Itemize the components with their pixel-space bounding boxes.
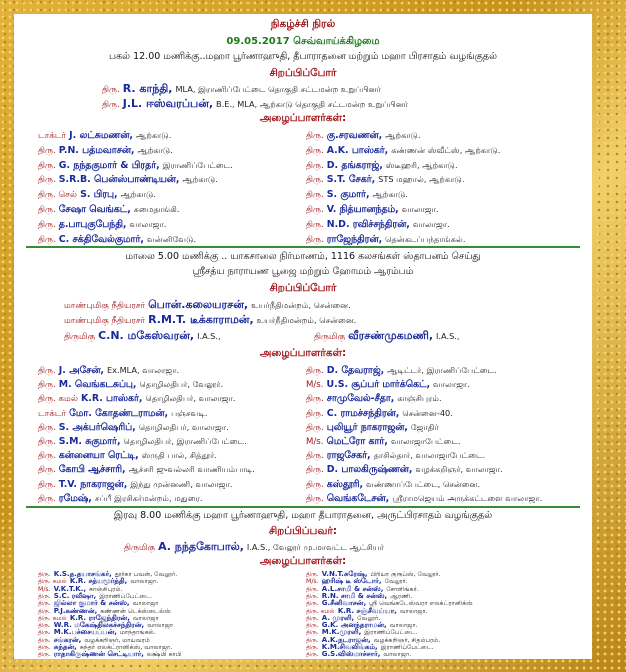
organizer-suffix: ஆற்காடு.: [372, 189, 408, 200]
organizer-name: ராதாகிருஷ்ணன் செட்டியார்,: [53, 650, 144, 659]
organizer-row: [38, 187, 156, 201]
organizer-row: [306, 651, 411, 658]
organizer-suffix: தொழிலதிபர், வேலூர்.: [139, 379, 224, 390]
organizer-prefix: திரு.: [306, 175, 324, 186]
session1-chief-heading: சிறப்பிப்போர்: [269, 67, 337, 79]
chief-prefix: மாண்புமிகு நீதியரசர்: [64, 301, 146, 311]
organizer-suffix: வாலாஜா.: [383, 651, 412, 659]
chief-name: A. நந்தகோபால்,: [158, 540, 244, 553]
organizer-row: [306, 434, 460, 448]
organizer-prefix: திரு.: [38, 219, 56, 230]
organizer-name: ஹரிஷ் டீ ஸ்டோர்,: [321, 577, 382, 586]
session2-line2: ஸ்ரீசத்ய நாராயண பூஜை மற்றும் ஹோமம் ஆரம்பம்: [192, 266, 414, 277]
organizer-prefix: திரு.: [306, 160, 324, 171]
chief-suffix: I.A.S., வேலூர் மு.மாவட்ட ஆட்சியர்: [246, 542, 385, 552]
organizer-suffix: காஞ்சிபுரம்.: [397, 393, 442, 404]
organizer-prefix: திரு.: [306, 600, 319, 608]
session2-chief-heading: சிறப்பிப்போர்: [269, 282, 337, 294]
organizer-name: V. நித்யானந்தம்,: [326, 204, 399, 215]
organizer-prefix: திரு.: [306, 585, 319, 593]
session1-chief-row: [102, 97, 408, 111]
organizer-name: வெங்கடேசன்,: [326, 492, 390, 504]
session3-organizer-heading: அழைப்பாளர்கள்:: [259, 555, 347, 567]
organizer-row: [306, 128, 421, 142]
organizer-row: [38, 158, 233, 172]
chief-suffix: B.E., MLA, ஆற்காடு தொகுதி சட்டமன்ற உறுப்பினர்: [216, 99, 409, 109]
organizer-name: P.J.கண்ணன்,: [53, 606, 98, 615]
organizer-name: U.S. சூப்பர் மார்க்கெட்,: [326, 379, 431, 391]
organizer-prefix: திரு. கமல்: [306, 607, 335, 615]
organizer-row: [38, 377, 223, 391]
organizer-prefix: திரு.: [38, 622, 51, 630]
organizer-prefix: திரு.: [38, 651, 51, 659]
organizer-name: G.K. அனந்தராமன்,: [321, 621, 387, 630]
organizer-suffix: தென்கடப்பந்தாங்கல்.: [385, 233, 466, 244]
organizer-name: G.S.விஸ்மாச்சார்,: [321, 650, 381, 659]
organizer-row: [38, 406, 207, 420]
organizer-prefix: திரு.: [306, 629, 319, 637]
organizer-row: [306, 232, 465, 246]
organizer-row: [306, 420, 439, 434]
organizer-suffix: பஞ்சவடி.: [171, 407, 208, 418]
organizer-prefix: திரு.: [306, 234, 324, 245]
organizer-row: [306, 477, 480, 491]
organizer-name: சாமுவேல்-சீதா,: [326, 393, 395, 405]
organizer-row: [306, 391, 442, 405]
organizer-name: A. முரளி,: [321, 613, 355, 622]
organizer-name: K.R. ராஜேந்திரன்,: [69, 613, 130, 622]
organizer-suffix: வேலூர்.: [384, 578, 408, 586]
chief-name: J.L. ஈஸ்வரப்பன்,: [122, 97, 214, 110]
session2-chief-row: [314, 329, 460, 343]
event-date: 09.05.2017 செவ்வாய்க்கிழமை: [226, 36, 380, 47]
organizer-prefix: திரு.: [38, 160, 56, 171]
section-divider: [26, 246, 580, 248]
organizer-suffix: ஸ்ருதி பால், சித்தூர்.: [141, 450, 217, 461]
organizer-name: K.S.த.தயாசங்கர்,: [53, 570, 112, 578]
organizer-name: K.M.சிவலிங்கம்,: [321, 643, 378, 651]
organizer-suffix: வழக்கறிஞர், மாயவரம்: [84, 636, 150, 644]
organizer-suffix: சுந்தர் எலக்ட்ரானிக்ஸ், வாலாஜா.: [79, 644, 173, 651]
organizer-prefix: திரு.: [306, 592, 319, 600]
organizer-name: த.பாபுகுபேந்தி,: [58, 218, 127, 230]
organizer-prefix: திரு.: [306, 614, 319, 622]
organizer-prefix: திரு.: [306, 479, 324, 490]
organizer-suffix: ஸ்டீஹரி, ஆற்காடு.: [385, 159, 458, 170]
organizer-name: W.R. மகேஷ்திலகச்சந்திரன்,: [53, 621, 145, 630]
organizer-prefix: திரு.: [38, 636, 51, 644]
organizer-prefix: திரு.: [38, 607, 51, 615]
organizer-suffix: ஆடிட்டர், இராணிப்பேட்டை.: [387, 365, 497, 375]
organizer-prefix: M/s.: [38, 585, 51, 593]
organizer-name: V.N.T.சுரேஷ்,: [321, 570, 368, 578]
organizer-name: ராஜசேகர்,: [326, 450, 371, 462]
organizer-name: J. லட்சுமணன்,: [69, 130, 133, 141]
organizer-name: M.K.முரளி,: [321, 628, 362, 637]
organizer-row: [306, 187, 408, 201]
chief-name: R. காந்தி,: [122, 82, 173, 95]
organizer-prefix: திரு.: [38, 422, 56, 433]
session2-chief-row: [64, 329, 221, 343]
organizer-suffix: காஞ்சிபுரம்.: [89, 585, 123, 593]
organizer-prefix: திரு. செல்: [38, 190, 78, 201]
organizer-prefix: திரு.: [306, 394, 324, 405]
organizer-name: S.C. ரவீஷா,: [53, 591, 97, 600]
organizer-row: [38, 491, 202, 505]
session1-line: பகல் 12.00 மணிக்கு..மஹா பூர்ணாஹுதி, தீபாராதனை மற்றும் மஹா பிரசாதம் வழங்குதல்: [109, 51, 497, 62]
chief-name: R.M.T. டீக்காராமன்,: [148, 313, 254, 326]
organizer-suffix: ஆரணி.: [390, 592, 413, 600]
organizer-name: K.R. சஞ்சீவய்யா,: [337, 606, 397, 615]
organizer-prefix: திரு.: [38, 479, 56, 490]
organizer-suffix: மாந்தாங்கல்.: [119, 629, 156, 637]
organizer-suffix: வாலாஜா.: [130, 578, 159, 586]
organizer-suffix: ஸ்ரீராமஜெயம் அருக்கட்டளை வாலாஜா.: [392, 492, 543, 503]
organizer-prefix: திரு.: [38, 234, 56, 245]
organizer-suffix: வாலாஜா.: [401, 204, 439, 214]
organizer-prefix: திரு.: [306, 493, 324, 504]
chief-name: வீரசண்முகமணி,: [348, 329, 434, 342]
organizer-row: [306, 217, 450, 231]
organizer-suffix: தொழிலதிபர், இராணிப்பேட்டை.: [123, 436, 247, 446]
organizer-prefix: M/s.: [306, 578, 319, 586]
organizer-suffix: சென்னை-40.: [402, 407, 453, 418]
organizer-suffix: ஆற்காடு.: [182, 174, 218, 185]
organizer-row: [38, 202, 180, 216]
organizer-name: சங்கரன்,: [53, 635, 82, 644]
organizer-suffix: தூர்கா பவன், வேலூர்.: [114, 571, 178, 578]
organizer-row: [38, 477, 232, 491]
organizer-prefix: திரு.: [38, 145, 56, 156]
organizer-suffix: சுமைதாங்கி.: [133, 204, 180, 214]
organizer-name: கஸ்தூரி,: [326, 478, 364, 490]
organizer-name: C. ராமச்சந்திரன்,: [326, 407, 400, 419]
invitation-sheet: [14, 14, 592, 659]
organizer-prefix: திரு.: [306, 190, 324, 201]
organizer-name: S.M. சுகுமார்,: [58, 436, 121, 447]
organizer-suffix: இராணிப்பேட்டை.: [162, 159, 233, 170]
organizer-suffix: கண்ணன் டெக்ஸ்டைல்ஸ்: [100, 607, 171, 615]
organizer-row: [306, 158, 458, 172]
organizer-prefix: திரு.: [38, 437, 56, 447]
organizer-suffix: ஸ்ரீ வெங்கடேஸ்வரா எலக்ட்ரானிக்ஸ்: [369, 600, 473, 608]
organizer-name: K.R. பாஸ்கர்,: [81, 393, 143, 405]
organizer-name: S. அக்பர்ஷெரிப்,: [58, 421, 136, 433]
organizer-row: [306, 377, 470, 391]
chief-suffix: MLA, இராணிப்பேட்டை தொகுதி சட்டமன்ற உறுப்பினர்: [175, 84, 381, 94]
organizer-row: [38, 128, 171, 142]
organizer-suffix: வாலாஜா.: [129, 218, 167, 229]
chief-prefix: திருமிகு: [124, 543, 156, 553]
chief-prefix: திரு.: [102, 85, 120, 95]
chief-suffix: உயர்நீதிமன்றம், சென்னை.: [251, 300, 351, 310]
organizer-suffix: இராணிப்பேட்டை.: [380, 644, 434, 651]
organizer-name: A.L.சாமி & சன்ஸ்,: [321, 584, 384, 593]
organizer-name: M. வெங்கடசுப்பு,: [58, 379, 137, 391]
chief-prefix: மாண்புமிகு நீதியரசர்: [64, 316, 146, 326]
organizer-row: [38, 462, 255, 476]
organizer-prefix: திரு.: [38, 380, 56, 391]
organizer-suffix: வாலாஜாபேட்டை.: [390, 436, 461, 446]
organizer-name: D. தங்கராஜ்,: [326, 159, 383, 171]
organizer-prefix: திரு. கமல்: [38, 394, 79, 405]
organizer-prefix: திரு.: [38, 493, 56, 504]
organizer-prefix: திரு.: [306, 622, 319, 630]
organizer-suffix: ஆற்காடு.: [385, 130, 421, 140]
organizer-prefix: திரு.: [306, 422, 324, 433]
chief-suffix: I.A.S.,: [197, 331, 221, 341]
organizer-suffix: கண்ணன் ஸ்வீட்ஸ், ஆற்காடு.: [391, 144, 501, 155]
organizer-prefix: திரு.: [38, 571, 51, 578]
organizer-row: [38, 434, 247, 448]
organizer-suffix: லக்ஷ்மி காபி: [146, 651, 182, 659]
organizer-row: [306, 448, 485, 462]
organizer-suffix: வாலாஜா: [132, 600, 159, 608]
organizer-suffix: வாலாஜா.: [389, 622, 418, 630]
organizer-suffix: இராணிப்பேட்டை.: [99, 592, 153, 600]
organizer-prefix: திரு.: [306, 636, 319, 644]
organizer-prefix: திரு.: [306, 219, 324, 230]
organizer-name: M.K.பச்சையப்பன்,: [53, 628, 117, 637]
organizer-suffix: வண்ணாப்பேட்டை, சென்னை.: [366, 478, 481, 489]
session1-chief-row: [102, 82, 381, 96]
organizer-prefix: திரு.: [38, 175, 56, 186]
organizer-name: S.T. சேகர்,: [326, 174, 376, 186]
organizer-suffix: இராணிப்பேட்டை.: [364, 629, 418, 637]
organizer-suffix: வழக்கறிஞர், சிதம்பரம்.: [373, 636, 441, 644]
organizer-row: [306, 491, 542, 505]
chief-suffix: உயர்நீதிமன்றம், சென்னை.: [256, 315, 357, 325]
organizer-name: ராஜேந்திரன்,: [326, 233, 383, 245]
organizer-prefix: திரு.: [306, 451, 324, 462]
organizer-row: [38, 217, 166, 231]
organizer-row: [306, 143, 500, 157]
organizer-prefix: திரு.: [306, 465, 324, 476]
organizer-name: கன்னையா ரெட்டி,: [58, 450, 139, 462]
chief-prefix: திரு.: [102, 100, 120, 110]
organizer-suffix: தொழிலதிபர், வாலாஜா.: [145, 393, 236, 404]
organizer-name: S. குமார்,: [326, 189, 370, 201]
organizer-suffix: வன்னிவேடு.: [146, 233, 197, 244]
organizer-prefix: திரு.: [306, 131, 324, 141]
organizer-prefix: திரு.: [38, 451, 56, 462]
organizer-prefix: திரு.: [38, 205, 56, 215]
organizer-name: J. அசேன்,: [58, 365, 104, 376]
organizer-name: மெட்ரோ கார்,: [326, 436, 388, 447]
organizer-row: [306, 172, 464, 186]
organizer-row: [306, 202, 439, 216]
organizer-name: K.R. சத்யமூர்த்தி,: [69, 577, 128, 586]
organizer-suffix: வழக்கறிஞர், வாலாஜா.: [415, 464, 503, 475]
organizer-name: S.R.B. பென்ஸ்பாண்டியன்,: [58, 174, 180, 186]
organizer-row: [38, 143, 173, 157]
organizer-prefix: திரு.: [38, 465, 56, 476]
organizer-suffix: வாலாஜா.: [399, 607, 428, 615]
organizer-prefix: திரு.: [38, 644, 51, 651]
organizer-suffix: வேலூர்.: [357, 614, 381, 622]
organizer-row: [306, 406, 453, 420]
organizer-name: S. பிரபு,: [80, 189, 118, 201]
organizer-suffix: வாலாஜா: [132, 614, 159, 622]
organizer-row: [38, 232, 196, 246]
organizer-prefix: திரு.: [306, 644, 319, 651]
organizer-suffix: ஆற்காடு.: [135, 130, 172, 140]
organizer-suffix: சோளிங்கர்.: [386, 585, 419, 593]
chief-suffix: I.A.S.,: [436, 331, 460, 341]
organizer-suffix: சப்பீ இரசிகர்மன்றம், மதுரை.: [94, 492, 203, 503]
organizer-name: N.D. ரவிச்சந்திரன்,: [326, 218, 410, 230]
session3-chief-row: [124, 540, 384, 554]
organizer-name: A.K. பாஸ்கர்,: [326, 144, 389, 156]
organizer-row: [306, 462, 503, 476]
organizer-row: [306, 363, 497, 377]
organizer-name: P.N. பத்மவாசன்,: [58, 144, 135, 156]
organizer-prefix: திரு. கமல்: [38, 578, 67, 586]
organizer-prefix: திரு.: [306, 366, 324, 376]
organizer-prefix: திரு.: [306, 651, 319, 659]
organizer-prefix: திரு.: [306, 571, 319, 578]
organizer-prefix: திரு.: [306, 145, 324, 156]
organizer-prefix: டாக்டர்: [38, 408, 67, 419]
organizer-prefix: திரு.: [38, 629, 51, 637]
organizer-suffix: ஆற்காடு.: [120, 189, 156, 200]
organizer-name: G.சீனிவாசன்,: [321, 599, 367, 608]
page-title: நிகழ்ச்சி நிரல்: [270, 18, 336, 30]
organizer-name: T.V. நாகராஜன்,: [58, 478, 128, 490]
chief-name: C.N. மகேஸ்வரன்,: [98, 329, 195, 342]
organizer-suffix: பிரியா குரூப்ஸ், வேலூர்.: [370, 571, 441, 578]
organizer-suffix: தாசில்தார், வாலாஜாபேட்டை.: [373, 450, 486, 461]
organizer-row: [38, 651, 182, 658]
organizer-suffix: வாலாஜா.: [412, 218, 450, 229]
organizer-prefix: M/s.: [306, 380, 324, 391]
organizer-prefix: திரு.: [306, 408, 324, 419]
organizer-prefix: M/s.: [306, 437, 324, 447]
organizer-suffix: வாலாஜா: [147, 622, 174, 630]
organizer-name: புலியூர் நாகராஜன்,: [326, 421, 408, 433]
organizer-prefix: திரு. கமல்: [38, 614, 67, 622]
session2-organizer-heading: அழைப்பாளர்கள்:: [259, 347, 347, 359]
organizer-name: R.N. சாமி & சன்ஸ்,: [321, 591, 388, 600]
organizer-suffix: ஆச்சரி ஜுவல்லரி வாணியம்பாடி.: [128, 464, 255, 475]
organizer-name: V.K.T.K.,: [53, 584, 86, 593]
session1-organizer-heading: அழைப்பாளர்கள்:: [259, 112, 347, 124]
section-divider: [26, 506, 580, 508]
session2-chief-row: [64, 313, 356, 327]
organizer-name: D. தேவராஜ்,: [326, 365, 385, 376]
organizer-name: G. நந்தகுமார் & பிரதர்,: [58, 159, 160, 171]
organizer-prefix: திரு.: [306, 205, 324, 215]
organizer-name: சேஷா வெங்கட்,: [58, 204, 131, 215]
chief-prefix: திருமிகு: [314, 332, 346, 342]
organizer-name: D. பாலகிருஷ்ணன்,: [326, 464, 413, 476]
organizer-name: C. சக்திவேல்குமார்,: [58, 233, 144, 245]
organizer-name: ரமேஷ்,: [58, 492, 92, 504]
organizer-suffix: ஆற்காடு.: [137, 144, 173, 155]
organizer-name: A.K.நடராஜன்,: [321, 635, 371, 644]
organizer-suffix: Ex.MLA, வாலாஜா.: [106, 365, 180, 375]
organizer-suffix: ஜோதிர்: [410, 421, 439, 432]
session2-chief-row: [64, 298, 351, 312]
session3-chief-heading: சிறப்பிப்பவர்:: [268, 525, 338, 537]
organizer-suffix: வாலாஜா.: [433, 379, 470, 390]
organizer-name: சுந்தன்,: [53, 643, 77, 651]
chief-name: பொன்.கலையரசன்,: [148, 298, 249, 311]
organizer-row: [38, 363, 179, 377]
organizer-row: [38, 420, 229, 434]
organizer-name: மோ. கோதண்டராமன்,: [69, 407, 169, 419]
organizer-suffix: தொழிலதிபர், வாலாஜா.: [138, 421, 229, 432]
organizer-prefix: டாக்டர்: [38, 131, 67, 141]
session3-line: இரவு 8.00 மணிக்கு மஹா பூர்ணாஹுதி, மஹா தீபாராதனை, அருட்பிரசாதம் வழங்குதல்: [113, 510, 493, 521]
organizer-name: ஜில்லா குமார் & சன்ஸ்,: [53, 599, 130, 608]
organizer-prefix: திரு.: [38, 592, 51, 600]
organizer-name: கோபி ஆச்சாரி,: [58, 464, 126, 476]
chief-prefix: திருமிகு: [64, 332, 96, 342]
organizer-row: [38, 172, 218, 186]
organizer-prefix: திரு.: [38, 600, 51, 608]
organizer-row: [38, 448, 217, 462]
session2-line1: மாலை 5.00 மணிக்கு .. யாகசாலை நிர்மாணம், 1116 கலசங்கள் ஸ்தாபனம் செய்து: [125, 251, 481, 262]
organizer-row: [38, 391, 236, 405]
organizer-suffix: STS மஹால், ஆற்காடு.: [378, 174, 465, 185]
organizer-prefix: திரு.: [38, 366, 56, 376]
organizer-suffix: இந்து முன்னணி, வாலாஜா.: [130, 478, 233, 489]
organizer-name: கு.சரவணன்,: [326, 130, 383, 141]
